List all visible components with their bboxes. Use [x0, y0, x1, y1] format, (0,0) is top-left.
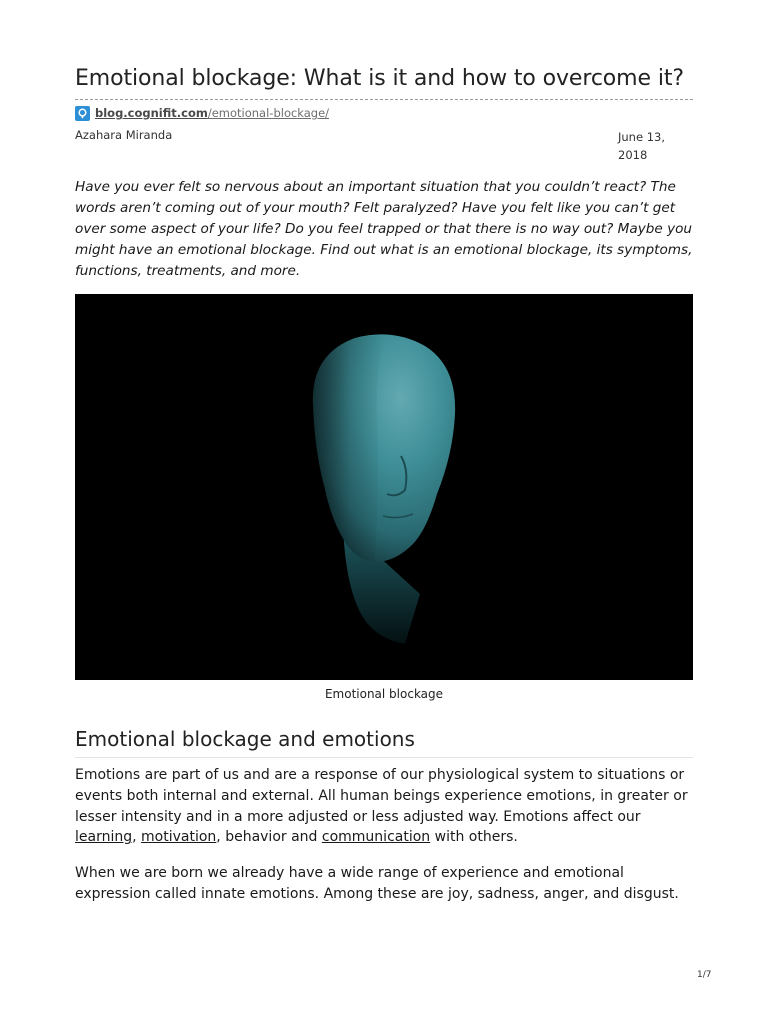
image-caption: Emotional blockage: [324, 687, 444, 701]
section-divider: [75, 757, 693, 758]
source-path[interactable]: /emotional-blockage/: [207, 106, 330, 120]
paragraph-innate-emotions: When we are born we already have a wide range of experience and emotional expression called innate emotions. Among these are joy, sadness, anger, and disgust.: [75, 865, 679, 902]
communication-link[interactable]: communication: [321, 829, 431, 846]
paragraph-text: with others.: [430, 829, 518, 846]
learning-link[interactable]: learning: [75, 829, 133, 846]
cognifit-favicon-icon: [75, 106, 90, 121]
section-heading: Emotional blockage and emotions: [75, 727, 415, 751]
hero-image: [75, 294, 693, 680]
page-number: 1/7: [697, 970, 712, 980]
paragraph-emotions: [75, 765, 693, 848]
title-divider: [75, 99, 693, 100]
article-author: Azahara Miranda: [75, 128, 173, 142]
mannequin-head-illustration: [75, 294, 693, 680]
motivation-link[interactable]: motivation: [141, 829, 217, 846]
paragraph-text: , behavior and: [216, 829, 322, 846]
source-domain[interactable]: blog.cognifit.com: [95, 106, 208, 120]
source-link[interactable]: [75, 104, 329, 122]
paragraph-separator: ,: [132, 829, 142, 846]
article-date: June 13, 2018: [618, 130, 665, 162]
article-intro: Have you ever felt so nervous about an important situation that you couldn’t react? The words aren’t coming out of your mouth? Felt paralyzed? Have you felt like you can’t get over some aspect of your life? Do you feel trapped or that there is no way out? Maybe you might have an emotional blockage. Find out what is an emotional blockage, its symptoms, functions, treatments, and more.: [75, 179, 693, 279]
article-title: Emotional blockage: What is it and how to overcome it?: [75, 66, 684, 91]
paragraph-text: Emotions are part of us and are a response of our physiological system to situations or events both internal and external. All human beings experience emotions, in greater or lesser intensity and in a more adjusted or less adjusted way. Emotions affect our: [75, 767, 688, 825]
